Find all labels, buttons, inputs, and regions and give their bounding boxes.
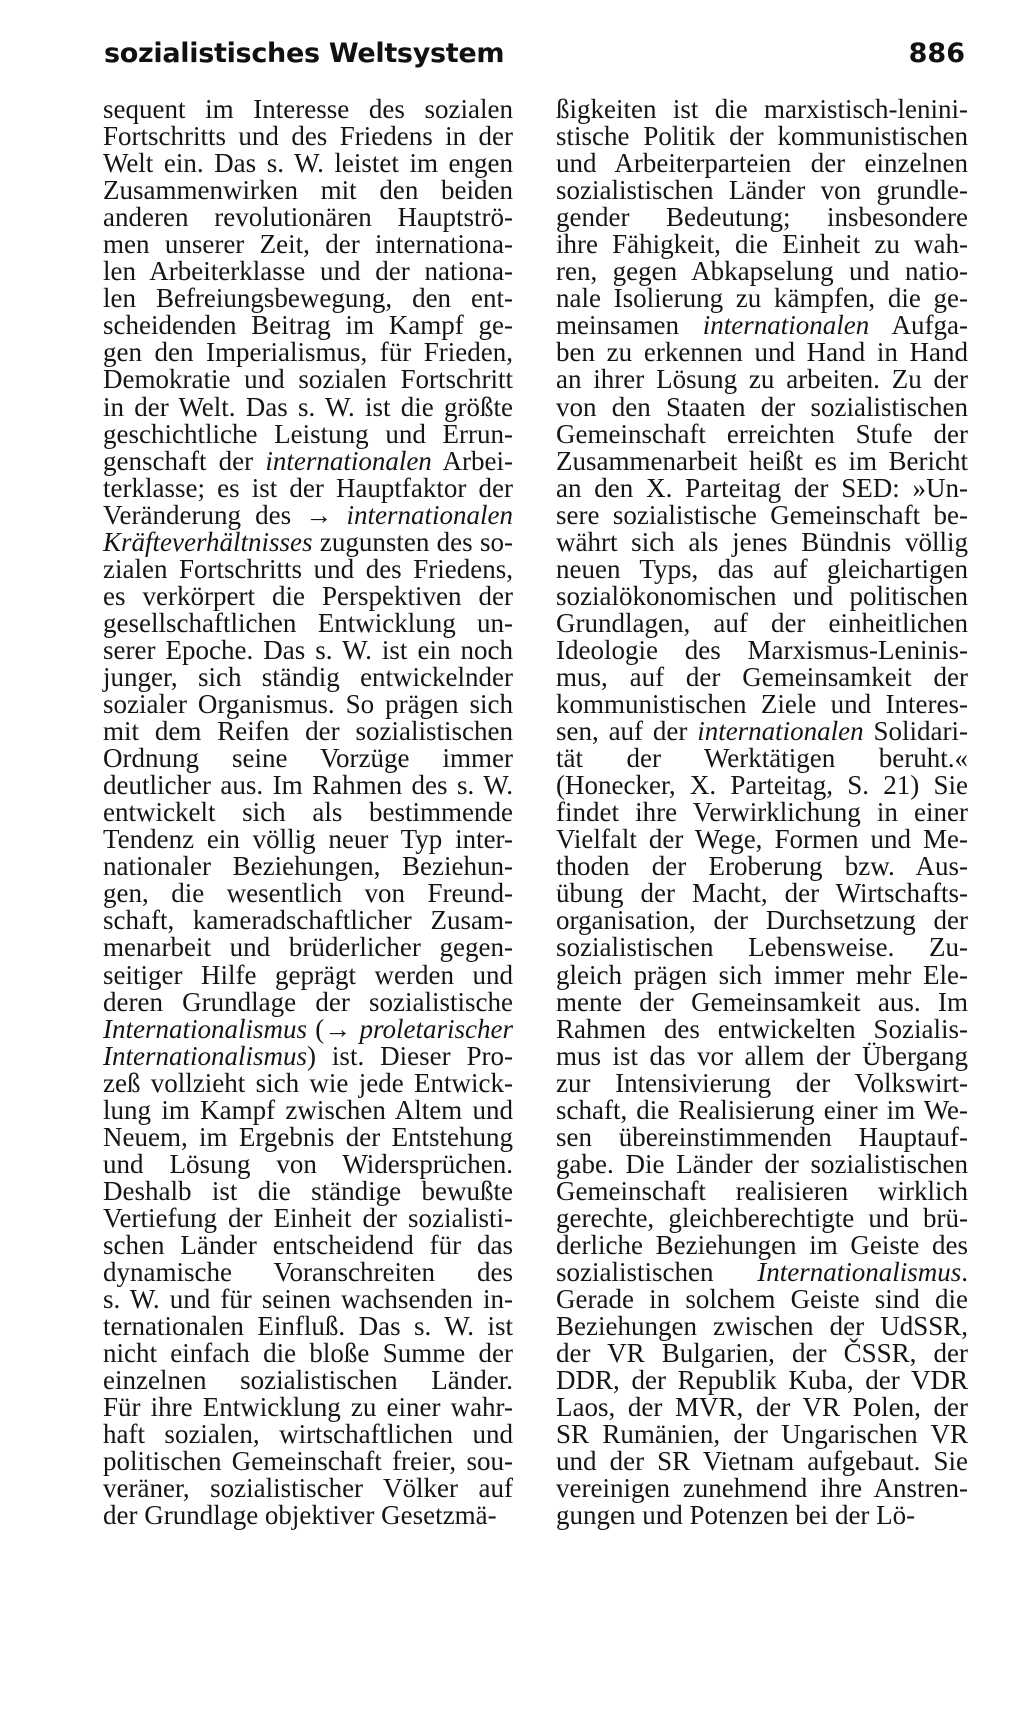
right-column-text-line: Zusammenarbeit heißt es im Bericht — [556, 445, 968, 476]
right-column-text-line: und der SR Vietnam aufgebaut. Sie — [556, 1446, 968, 1477]
left-column-text-line: Veränderung des → internationalen — [103, 499, 513, 530]
running-head-title: sozialistisches Weltsystem — [104, 38, 505, 69]
left-column-text-line: sequent im Interesse des sozialen — [103, 94, 513, 124]
left-column-text-line: politischen Gemeinschaft freier, sou- — [103, 1446, 513, 1477]
right-column-text-line: meinsamen internationalen Aufga- — [556, 310, 968, 341]
right-column-text-line: stische Politik der kommunistischen — [556, 121, 968, 152]
right-column-text-line: an den X. Parteitag der SED: »Un- — [556, 472, 968, 503]
right-column-text-line: Laos, der MVR, der VR Polen, der — [556, 1392, 968, 1423]
text-column-right — [556, 96, 968, 1529]
right-column-text-line: sozialökonomischen und politischen — [556, 580, 968, 611]
left-column-text-line: men unserer Zeit, der internationa- — [103, 229, 513, 260]
right-column-text-line: an ihrer Lösung zu arbeiten. Zu der — [556, 364, 968, 395]
right-column-text-line: schaft, die Realisierung einer im We- — [556, 1094, 968, 1125]
right-column-text-line: mente der Gemeinsamkeit aus. Im — [556, 986, 968, 1017]
left-column-text-line: veräner, sozialistischer Völker auf — [103, 1473, 513, 1504]
left-column-text-line: anderen revolutionären Hauptströ- — [103, 202, 513, 233]
left-column-text-line: zialen Fortschritts und des Friedens, — [103, 553, 513, 584]
right-column-text-line: und Arbeiterparteien der einzelnen — [556, 148, 968, 179]
left-column-text-line: serer Epoche. Das s. W. ist ein noch — [103, 634, 513, 665]
right-column-text-line: gleich prägen sich immer mehr Ele- — [556, 959, 968, 990]
right-column-text-line: sozialistischen Internationalismus. — [556, 1257, 968, 1288]
left-column-text-line: Für ihre Entwicklung zu einer wahr- — [103, 1392, 513, 1423]
left-column-text-line: Fortschritts und des Friedens in der — [103, 121, 513, 152]
right-column-text-line: gender Bedeutung; insbesondere — [556, 202, 968, 233]
left-column-text-line: s. W. und für seinen wachsenden in- — [103, 1284, 513, 1315]
left-column-text-line: in der Welt. Das s. W. ist die größte — [103, 391, 513, 422]
left-column-text-line: Internationalismus) ist. Dieser Pro- — [103, 1040, 513, 1071]
left-column-text-line: einzelnen sozialistischen Länder. — [103, 1365, 513, 1396]
right-column-text-line: mus, auf der Gemeinsamkeit der — [556, 661, 968, 692]
left-column-text-line: dynamische Voranschreiten des — [103, 1257, 513, 1288]
left-column-text-line: ternationalen Einfluß. Das s. W. ist — [103, 1311, 513, 1342]
right-column-text-line: sen, auf der internationalen Solidari- — [556, 716, 968, 747]
right-column-text-line: findet ihre Verwirklichung in einer — [556, 797, 968, 828]
left-column-text-line: Internationalismus (→ proletarischer — [103, 1013, 513, 1044]
right-column-text-line: Vielfalt der Wege, Formen und Me- — [556, 824, 968, 855]
left-column-text-line: junger, sich ständig entwickelnder — [103, 661, 513, 692]
right-column-text-line: Grundlagen, auf der einheitlichen — [556, 607, 968, 638]
right-column-text-line: ßigkeiten ist die marxistisch-lenini- — [556, 94, 968, 124]
right-column-text-line: Ideologie des Marxismus-Leninis- — [556, 634, 968, 665]
left-column-text-line: der Grundlage objektiver Gesetzmä- — [103, 1500, 497, 1531]
right-column-text-line: Rahmen des entwickelten Sozialis- — [556, 1013, 968, 1044]
left-column-text-line: genschaft der internationalen Arbei- — [103, 445, 513, 476]
right-column-text-line: zur Intensivierung der Volkswirt- — [556, 1067, 968, 1098]
right-column-text-line: währt sich als jenes Bündnis völlig — [556, 526, 968, 557]
right-column-text-line: Gemeinschaft realisieren wirklich — [556, 1175, 968, 1206]
right-column-text-line: gungen und Potenzen bei der Lö- — [556, 1500, 916, 1531]
right-column-text-line: von den Staaten der sozialistischen — [556, 391, 968, 422]
left-column-text-line: Zusammenwirken mit den beiden — [103, 175, 513, 206]
left-column-text-line: deutlicher aus. Im Rahmen des s. W. — [103, 770, 513, 801]
left-column-text-line: len Befreiungsbewegung, den ent- — [103, 283, 513, 314]
right-column-text-line: sozialistischen Lebensweise. Zu- — [556, 932, 968, 963]
right-column-text-line: derliche Beziehungen im Geiste des — [556, 1229, 968, 1260]
right-column-text-line: gabe. Die Länder der sozialistischen — [556, 1148, 968, 1179]
right-column-text-line: nale Isolierung zu kämpfen, die ge- — [556, 283, 968, 314]
left-column-text-line: len Arbeiterklasse und der nationa- — [103, 256, 513, 287]
left-column-text-line: Welt ein. Das s. W. leistet im engen — [103, 148, 513, 179]
right-column-text-line: tät der Werktätigen beruht.« — [556, 743, 968, 774]
right-column-text-line: organisation, der Durchsetzung der — [556, 905, 968, 936]
left-column-text-line: nationaler Beziehungen, Beziehun- — [103, 851, 513, 882]
left-column-text-line: schen Länder entscheidend für das — [103, 1229, 513, 1260]
left-column-text-line: Vertiefung der Einheit der sozialisti- — [103, 1202, 513, 1233]
right-column-text-line: kommunistischen Ziele und Interes- — [556, 689, 968, 720]
left-column-text-line: gen den Imperialismus, für Frieden, — [103, 337, 513, 368]
right-column-text-line: thoden der Eroberung bzw. Aus- — [556, 851, 968, 882]
right-column-text-line: sere sozialistische Gemeinschaft be- — [556, 499, 968, 530]
left-column-text-line: es verkörpert die Perspektiven der — [103, 580, 513, 611]
left-column-text-line: lung im Kampf zwischen Altem und — [103, 1094, 513, 1125]
left-column-text-line: schaft, kameradschaftlicher Zusam- — [103, 905, 513, 936]
left-column-text-line: seitiger Hilfe geprägt werden und — [103, 959, 513, 990]
left-column-text-line: und Lösung von Widersprüchen. — [103, 1148, 513, 1179]
right-column-text-line: vereinigen zunehmend ihre Anstren- — [556, 1473, 968, 1504]
right-column-text-line: sen übereinstimmenden Hauptauf- — [556, 1121, 968, 1152]
left-column-text-line: menarbeit und brüderlicher gegen- — [103, 932, 513, 963]
right-column-text-line: DDR, der Republik Kuba, der VDR — [556, 1365, 968, 1396]
right-column-text-line: Gemeinschaft erreichten Stufe der — [556, 418, 968, 449]
right-column-text-line: neuen Typs, das auf gleichartigen — [556, 553, 968, 584]
right-column-text-line: mus ist das vor allem der Übergang — [556, 1040, 968, 1071]
right-column-text-line: übung der Macht, der Wirtschafts- — [556, 878, 968, 909]
left-column-text-line: Ordnung seine Vorzüge immer — [103, 743, 513, 774]
right-column-text-line: gerechte, gleichberechtigte und brü- — [556, 1202, 968, 1233]
left-column-text-line: deren Grundlage der sozialistische — [103, 986, 513, 1017]
left-column-text-line: mit dem Reifen der sozialistischen — [103, 716, 513, 747]
left-column-text-line: entwickelt sich als bestimmende — [103, 797, 513, 828]
page-number: 886 — [908, 38, 965, 69]
right-column-text-line: Beziehungen zwischen der UdSSR, — [556, 1311, 968, 1342]
left-column-text-line: Deshalb ist die ständige bewußte — [103, 1175, 513, 1206]
left-column-text-line: Demokratie und sozialen Fortschritt — [103, 364, 513, 395]
text-column-left — [103, 96, 513, 1529]
right-column-text-line: (Honecker, X. Parteitag, S. 21) Sie — [556, 770, 968, 801]
left-column-text-line: gesellschaftlichen Entwicklung un- — [103, 607, 513, 638]
right-column-text-line: SR Rumänien, der Ungarischen VR — [556, 1419, 968, 1450]
left-column-text-line: scheidenden Beitrag im Kampf ge- — [103, 310, 513, 341]
right-column-text-line: ihre Fähigkeit, die Einheit zu wah- — [556, 229, 968, 260]
left-column-text-line: haft sozialen, wirtschaftlichen und — [103, 1419, 513, 1450]
right-column-text-line: sozialistischen Länder von grundle- — [556, 175, 968, 206]
right-column-text-line: Gerade in solchem Geiste sind die — [556, 1284, 968, 1315]
left-column-text-line: gen, die wesentlich von Freund- — [103, 878, 513, 909]
left-column-text-line: zeß vollzieht sich wie jede Entwick- — [103, 1067, 513, 1098]
left-column-text-line: Tendenz ein völlig neuer Typ inter- — [103, 824, 513, 855]
right-column-text-line: der VR Bulgarien, der ČSSR, der — [556, 1338, 968, 1369]
left-column-text-line: terklasse; es ist der Hauptfaktor der — [103, 472, 513, 503]
right-column-text-line: ren, gegen Abkapselung und natio- — [556, 256, 968, 287]
left-column-text-line: Kräfteverhältnisses zugunsten des so- — [103, 526, 513, 557]
left-column-text-line: geschichtliche Leistung und Errun- — [103, 418, 513, 449]
right-column-text-line: ben zu erkennen und Hand in Hand — [556, 337, 968, 368]
left-column-text-line: sozialer Organismus. So prägen sich — [103, 689, 513, 720]
left-column-text-line: Neuem, im Ergebnis der Entstehung — [103, 1121, 513, 1152]
left-column-text-line: nicht einfach die bloße Summe der — [103, 1338, 513, 1369]
